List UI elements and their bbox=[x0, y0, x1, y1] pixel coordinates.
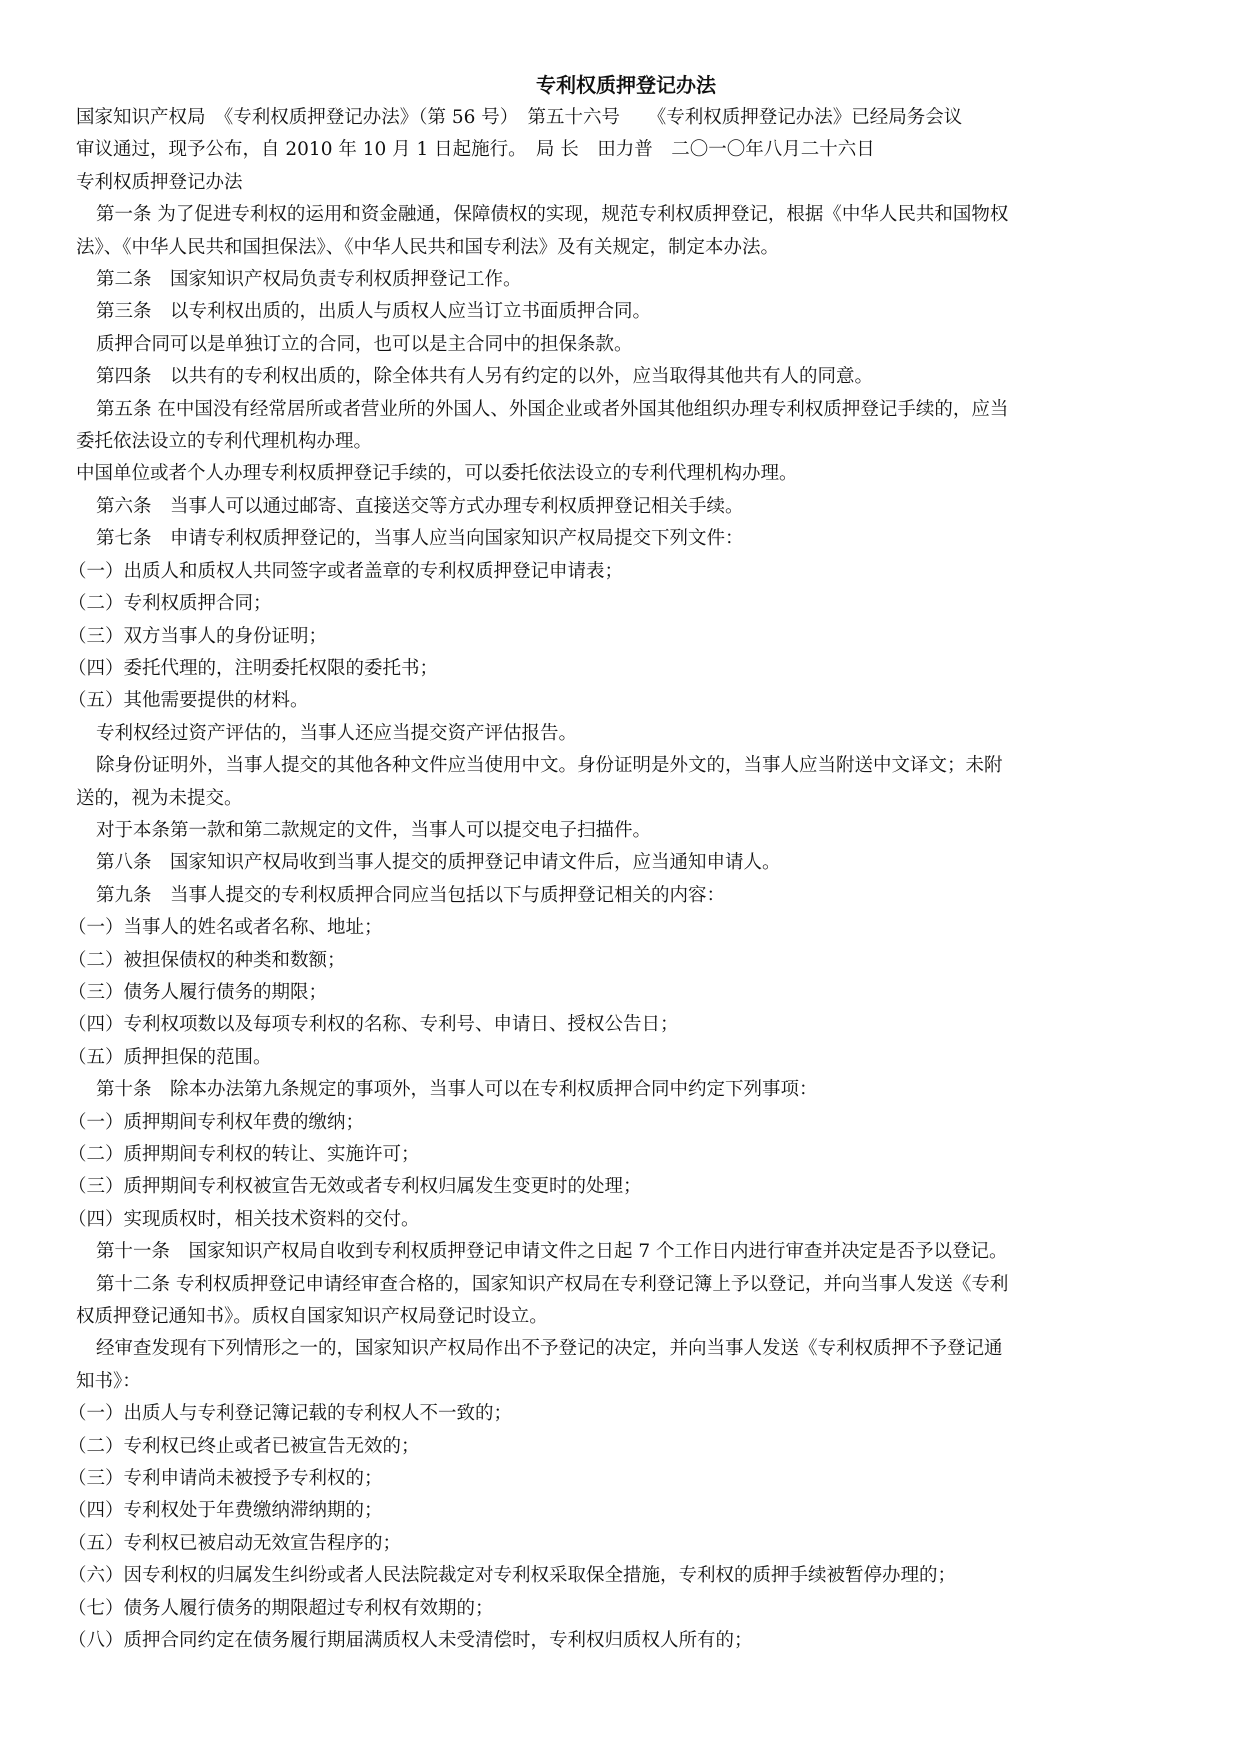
text-line: 除身份证明外，当事人提交的其他各种文件应当使用中文。身份证明是外文的，当事人应当附送中文译文；未附 bbox=[96, 755, 1003, 777]
text-line: （一）出质人与专利登记簿记载的专利权人不一致的； bbox=[68, 1403, 513, 1425]
text-line: 委托依法设立的专利代理机构办理。 bbox=[76, 431, 373, 453]
document-body bbox=[68, 102, 1176, 1658]
document-title: 专利权质押登记办法 bbox=[536, 73, 716, 97]
text-line: 第六条 当事人可以通过邮寄、直接送交等方式办理专利权质押登记相关手续。 bbox=[96, 495, 744, 517]
text-line: 质押合同可以是单独订立的合同，也可以是主合同中的担保条款。 bbox=[96, 333, 633, 355]
text-line: 第十二条 专利权质押登记申请经审查合格的，国家知识产权局在专利登记簿上予以登记，并向当事人发送《专利 bbox=[96, 1273, 1009, 1295]
text-line: （五）其他需要提供的材料。 bbox=[68, 690, 309, 712]
text-line: 国家知识产权局 《专利权质押登记办法》（第 56 号） 第五十六号 《专利权质押登记办法》已经局务会议 bbox=[76, 107, 963, 128]
text-line: （八）质押合同约定在债务履行期届满质权人未受清偿时，专利权归质权人所有的； bbox=[68, 1630, 753, 1652]
text-line: 送的，视为未提交。 bbox=[76, 787, 243, 809]
text-line: （三）双方当事人的身份证明； bbox=[68, 625, 328, 647]
text-line: 第一条 为了促进专利权的运用和资金融通，保障债权的实现，规范专利权质押登记，根据《中华人民共和国物权 bbox=[96, 204, 1009, 226]
text-line: （六）因专利权的归属发生纠纷或者人民法院裁定对专利权采取保全措施，专利权的质押手续被暂停办理的； bbox=[68, 1565, 957, 1587]
text-line: （四）委托代理的，注明委托权限的委托书； bbox=[68, 657, 439, 679]
text-line: （一）当事人的姓名或者名称、地址； bbox=[68, 917, 383, 939]
text-line: 对于本条第一款和第二款规定的文件，当事人可以提交电子扫描件。 bbox=[96, 819, 652, 841]
text-line: （二）专利权已终止或者已被宣告无效的； bbox=[68, 1435, 420, 1457]
text-line: 第四条 以共有的专利权出质的，除全体共有人另有约定的以外，应当取得其他共有人的同意。 bbox=[96, 366, 874, 388]
text-line: 第九条 当事人提交的专利权质押合同应当包括以下与质押登记相关的内容： bbox=[96, 884, 726, 906]
text-line: 经审查发现有下列情形之一的，国家知识产权局作出不予登记的决定，并向当事人发送《专利权质押不予登记通 bbox=[96, 1338, 1003, 1360]
text-line: （二）质押期间专利权的转让、实施许可； bbox=[68, 1144, 420, 1165]
text-line: 第八条 国家知识产权局收到当事人提交的质押登记申请文件后，应当通知申请人。 bbox=[96, 852, 781, 874]
text-line: 第十一条 国家知识产权局自收到专利权质押登记申请文件之日起 7 个工作日内进行审查并决定是否予以登记。 bbox=[96, 1241, 1008, 1263]
text-line: 专利权质押登记办法 bbox=[76, 171, 243, 193]
text-line: 中国单位或者个人办理专利权质押登记手续的，可以委托依法设立的专利代理机构办理。 bbox=[76, 463, 798, 485]
text-line: （一）质押期间专利权年费的缴纳； bbox=[68, 1111, 365, 1133]
document-page bbox=[68, 70, 1176, 1658]
text-line: （四）专利权处于年费缴纳滞纳期的； bbox=[68, 1500, 383, 1522]
text-line: 审议通过，现予公布，自 2010 年 10 月 1 日起施行。 局 长 田力普 二〇一〇年八月二十六日 bbox=[76, 139, 875, 161]
text-line: （三）质押期间专利权被宣告无效或者专利权归属发生变更时的处理； bbox=[68, 1176, 642, 1198]
text-line: （三）专利申请尚未被授予专利权的； bbox=[68, 1468, 383, 1490]
text-line: 第七条 申请专利权质押登记的，当事人应当向国家知识产权局提交下列文件： bbox=[96, 528, 744, 550]
text-line: 法》、《中华人民共和国担保法》、《中华人民共和国专利法》及有关规定，制定本办法。 bbox=[76, 236, 780, 258]
text-line: 第五条 在中国没有经常居所或者营业所的外国人、外国企业或者外国其他组织办理专利权质押登记手续的，应当 bbox=[96, 398, 1009, 420]
text-line: 知书》： bbox=[76, 1370, 141, 1392]
text-line: （二）专利权质押合同； bbox=[68, 593, 272, 615]
text-line: （一）出质人和质权人共同签字或者盖章的专利权质押登记申请表； bbox=[68, 560, 624, 582]
text-line: 专利权经过资产评估的，当事人还应当提交资产评估报告。 bbox=[96, 722, 578, 744]
text-line: 第二条 国家知识产权局负责专利权质押登记工作。 bbox=[96, 269, 522, 291]
text-line: （七）债务人履行债务的期限超过专利权有效期的； bbox=[68, 1597, 494, 1619]
text-line: （三）债务人履行债务的期限； bbox=[68, 981, 328, 1003]
text-line: 第三条 以专利权出质的，出质人与质权人应当订立书面质押合同。 bbox=[96, 301, 652, 323]
text-line: （五）质押担保的范围。 bbox=[68, 1046, 272, 1068]
text-line: 第十条 除本办法第九条规定的事项外，当事人可以在专利权质押合同中约定下列事项： bbox=[96, 1079, 818, 1101]
text-line: （四）专利权项数以及每项专利权的名称、专利号、申请日、授权公告日； bbox=[68, 1014, 679, 1036]
text-line: （四）实现质权时，相关技术资料的交付。 bbox=[68, 1208, 420, 1230]
text-line: 权质押登记通知书》。质权自国家知识产权局登记时设立。 bbox=[76, 1306, 548, 1328]
text-line: （五）专利权已被启动无效宣告程序的； bbox=[68, 1532, 402, 1554]
text-line: （二）被担保债权的种类和数额； bbox=[68, 949, 346, 971]
